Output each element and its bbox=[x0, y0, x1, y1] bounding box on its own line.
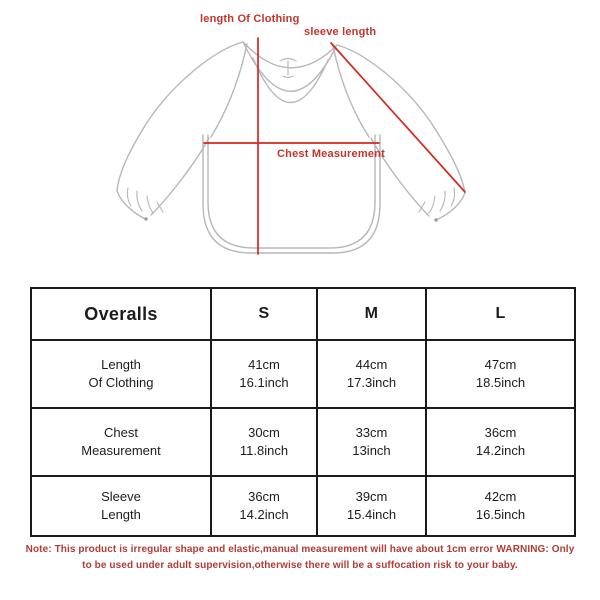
value-inch: 15.4inch bbox=[346, 507, 397, 522]
value-inch: 17.3inch bbox=[346, 375, 397, 390]
cell-length-s bbox=[212, 341, 318, 409]
sleeve-measure-line bbox=[331, 43, 465, 192]
row-label-line: Chest bbox=[104, 425, 138, 441]
row-label-chest-measurement bbox=[32, 409, 212, 477]
measurement-lines bbox=[204, 38, 465, 254]
value-cm: 47cm bbox=[484, 357, 517, 373]
cell-chest-s bbox=[212, 409, 318, 477]
value-cm: 39cm bbox=[355, 489, 388, 505]
row-label-line: Measurement bbox=[81, 443, 161, 458]
value-cm: 33cm bbox=[355, 425, 388, 441]
cell-length-l bbox=[427, 341, 574, 409]
header-label: S bbox=[258, 305, 270, 323]
value-inch: 14.2inch bbox=[239, 507, 289, 522]
value-cm: 36cm bbox=[484, 425, 517, 441]
value-inch: 18.5inch bbox=[475, 375, 526, 390]
cell-sleeve-m bbox=[318, 477, 427, 535]
label-length-of-clothing: length Of Clothing bbox=[200, 13, 300, 25]
header-label: M bbox=[364, 305, 379, 323]
label-sleeve-length: sleeve length bbox=[304, 26, 377, 38]
table-header-size-m bbox=[318, 289, 427, 341]
value-inch: 16.1inch bbox=[239, 375, 289, 390]
row-label-line: Length bbox=[101, 357, 141, 373]
value-inch: 14.2inch bbox=[475, 443, 526, 458]
value-cm: 42cm bbox=[484, 489, 517, 505]
row-label-line: Of Clothing bbox=[88, 375, 154, 390]
garment-drawing-icon bbox=[0, 0, 600, 285]
value-inch: 11.8inch bbox=[239, 443, 289, 458]
row-label-sleeve-length bbox=[32, 477, 212, 535]
cell-length-m bbox=[318, 341, 427, 409]
header-label: L bbox=[495, 305, 506, 323]
label-chest-measurement: Chest Measurement bbox=[277, 148, 385, 160]
garment-diagram bbox=[0, 0, 600, 285]
table-header-overalls bbox=[32, 289, 212, 341]
table-header-size-l bbox=[427, 289, 574, 341]
row-label-line: Length bbox=[101, 507, 141, 522]
value-cm: 44cm bbox=[355, 357, 388, 373]
row-label-length-of-clothing bbox=[32, 341, 212, 409]
table-header-size-s bbox=[212, 289, 318, 341]
value-inch: 13inch bbox=[352, 443, 391, 458]
cell-chest-l bbox=[427, 409, 574, 477]
value-cm: 41cm bbox=[248, 357, 280, 373]
cell-sleeve-s bbox=[212, 477, 318, 535]
cell-sleeve-l bbox=[427, 477, 574, 535]
header-label: Overalls bbox=[84, 303, 158, 324]
value-cm: 36cm bbox=[248, 489, 280, 505]
size-table bbox=[30, 287, 576, 537]
note-text: Note: This product is irregular shape and elastic,manual measurement will have about 1cm error WARNING: Only to be used under adult supervision,otherwise there will be a suffocation risk to your baby. bbox=[25, 544, 575, 571]
row-label-line: Sleeve bbox=[101, 489, 141, 505]
value-cm: 30cm bbox=[248, 425, 280, 441]
cell-chest-m bbox=[318, 409, 427, 477]
value-inch: 16.5inch bbox=[475, 507, 526, 522]
